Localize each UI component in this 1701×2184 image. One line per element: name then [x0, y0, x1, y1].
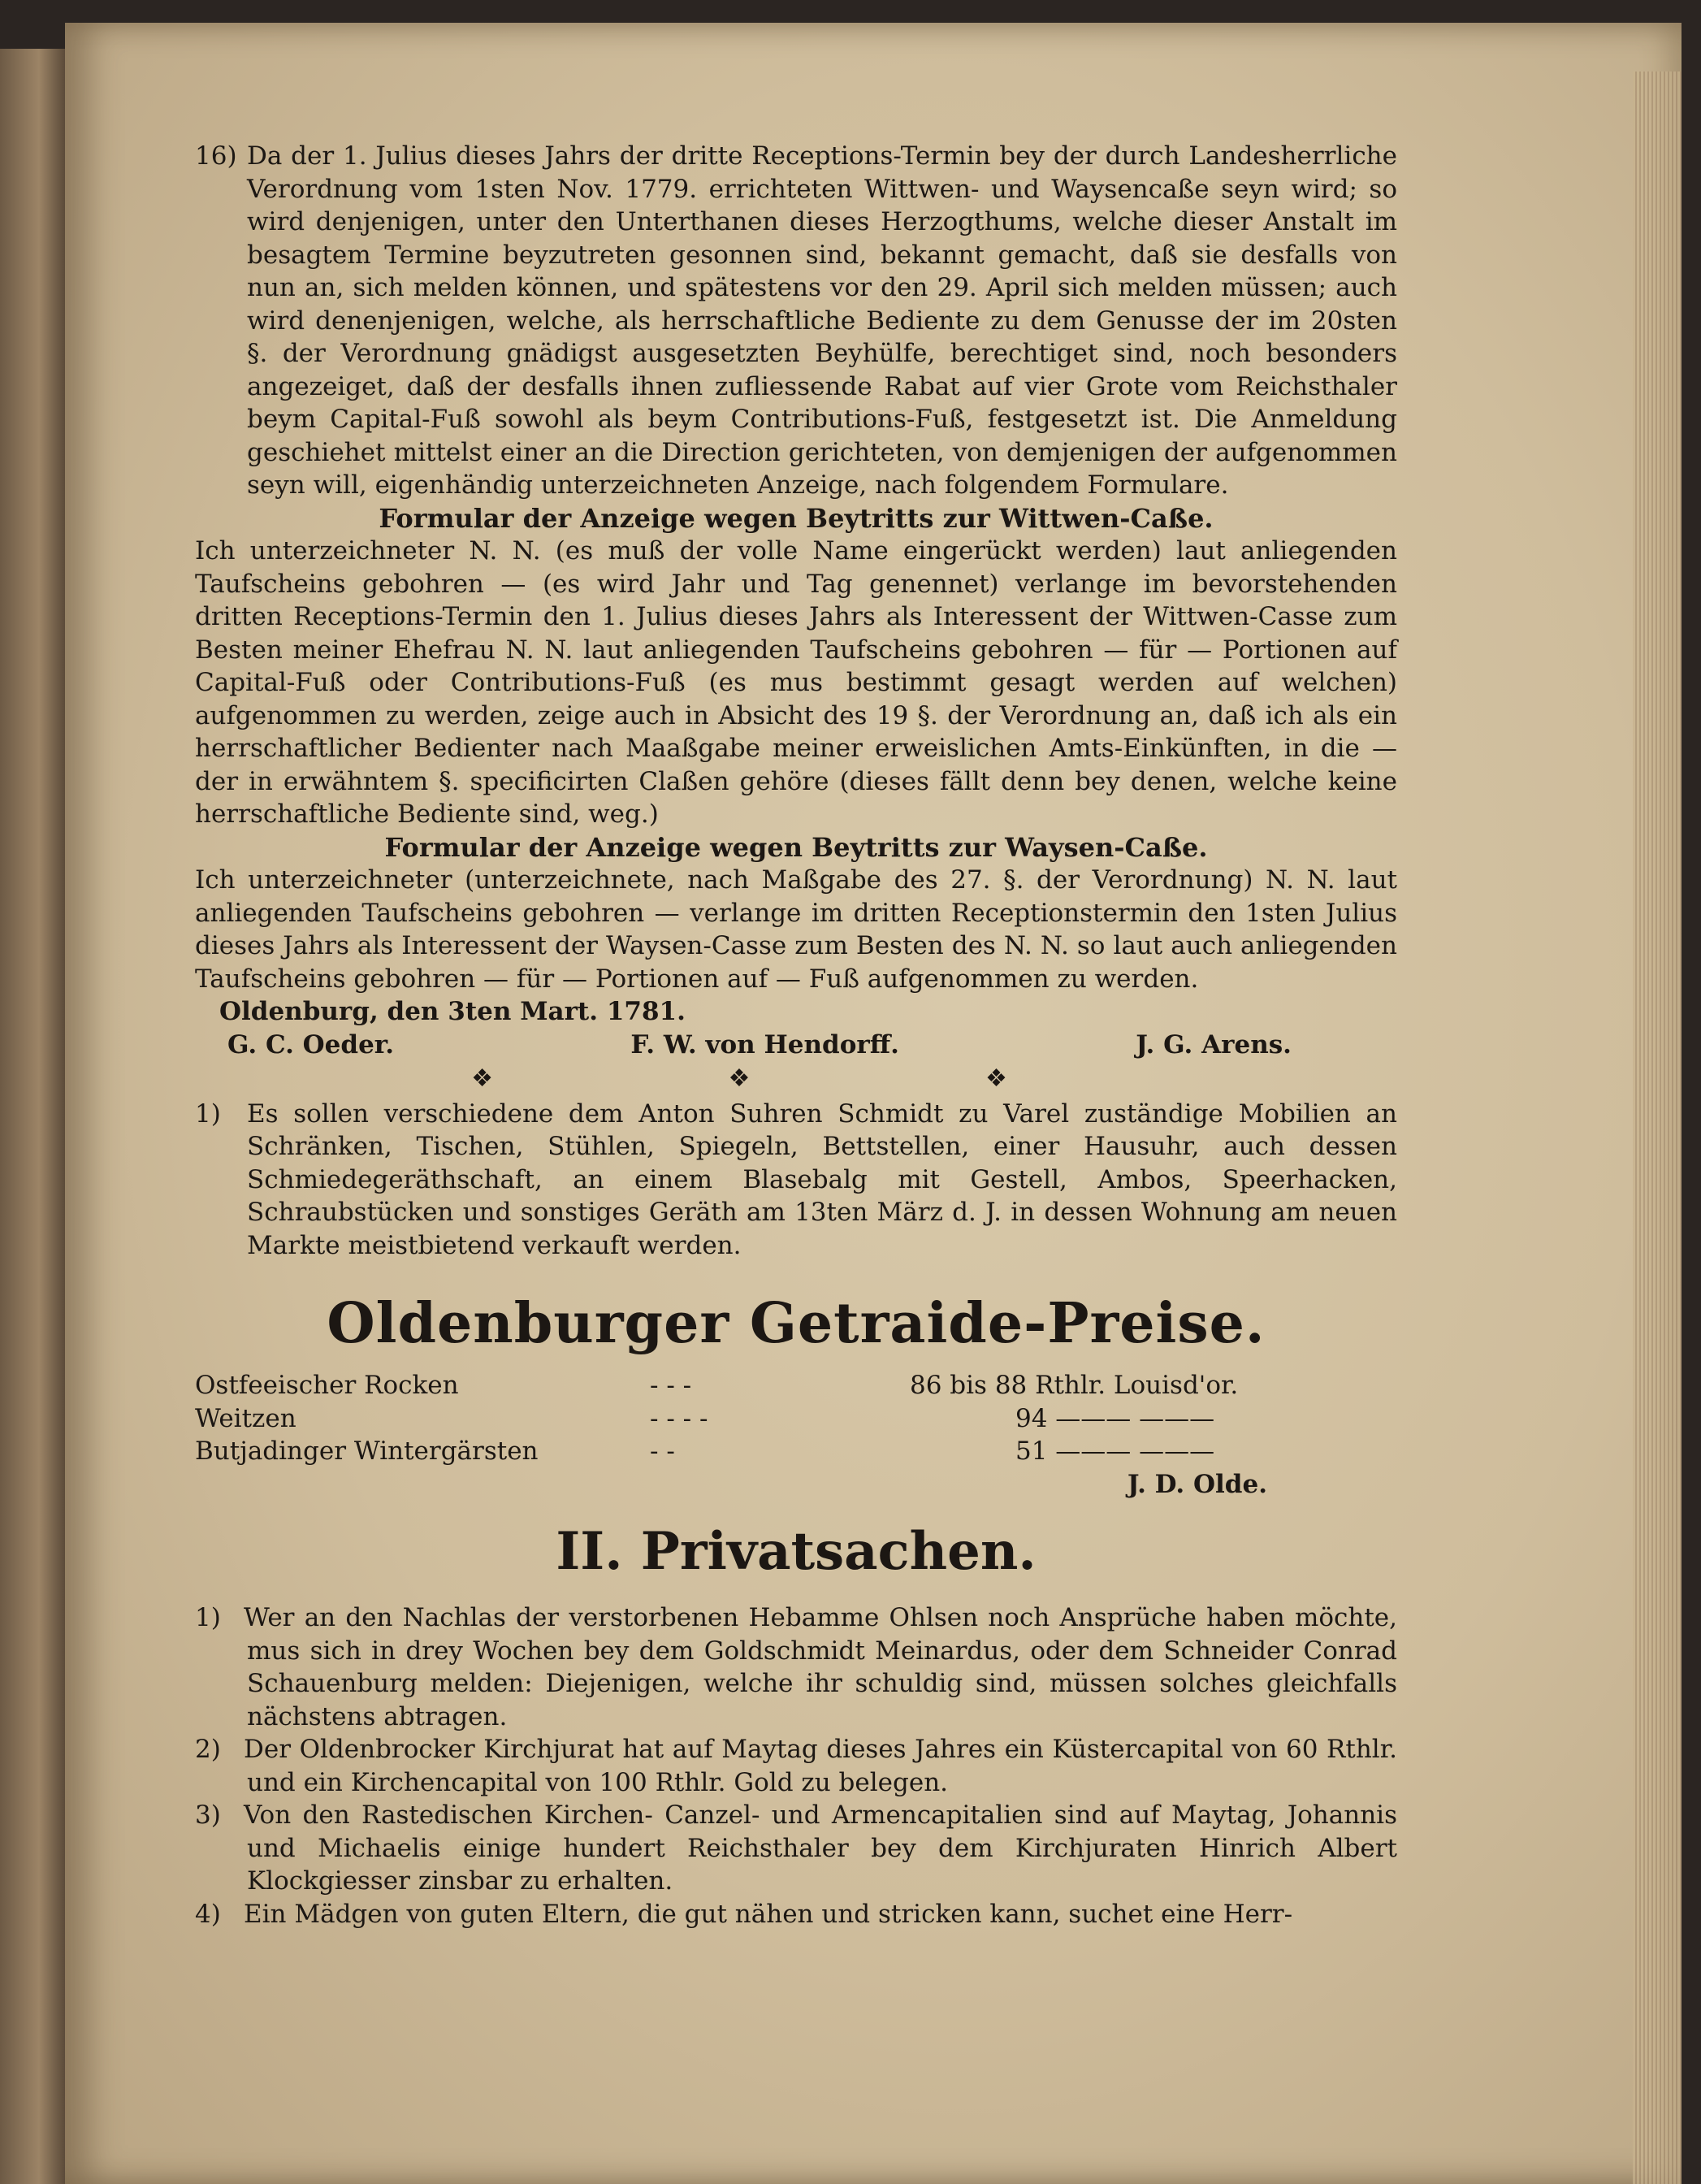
price-dashes: - -	[650, 1436, 675, 1466]
form-orphan-text: Ich unterzeichneter (unterzeichnete, nach Maßgabe des 27. §. der Verordnung) N. N. laut anliegenden Taufscheins gebohren — verlange im dritten Receptionstermin den 1sten Julius dieses Jahrs als Interessent der Waysen-Casse zum Besten des N. N. so laut auch anliegenden Taufscheins gebohren — für — Portionen auf — Fuß aufgenommen zu werden.	[195, 865, 1397, 994]
list-item	[195, 1601, 1397, 1733]
price-value: 94 ——— ———	[1015, 1403, 1215, 1433]
list-item-text: Wer an den Nachlas der verstorbenen Hebamme Ohlsen noch Ansprüche haben möchte, mus sich in drey Wochen bey dem Goldschmidt Meinardus, oder dem Schneider Conrad Schauenburg melden: Diejenigen, welche ihr schuldig sind, müssen solches gleichfalls nächstens abtragen.	[244, 1603, 1397, 1731]
price-dashes: - - -	[650, 1371, 692, 1400]
price-value: 86 bis 88 Rthlr. Louisd'or.	[910, 1371, 1239, 1400]
facing-page-edge	[0, 49, 65, 2184]
price-signature: J. D. Olde.	[1127, 1469, 1267, 1499]
signatory: F. W. von Hendorff.	[630, 1029, 899, 1060]
list-item	[195, 1898, 1397, 1931]
table-row	[195, 1402, 1397, 1436]
ornament-divider: ❖ ❖ ❖	[471, 1064, 1121, 1093]
form-widow-text: Ich unterzeichneter N. N. (es muß der volle Name eingerückt werden) laut anliegenden Taufscheins gebohren — (es wird Jahr und Tag genennet) verlange im bevorstehenden dritten Receptions-Termin den 1. Julius dieses Jahrs als Interessent der Wittwen-Casse zum Besten meiner Ehefrau N. N. laut anliegenden Taufscheins gebohren — für — Portionen auf Capital-Fuß oder Contributions-Fuß (es mus bestimmt gesagt werden auf welchen) aufgenommen zu werden, zeige auch in Absicht des 19 §. der Verordnung an, daß ich als ein herrschaftlicher Bedienter nach Maaßgabe meiner erweislichen Amts-Einkünften, in die — der in erwähntem §. specificirten Claßen gehöre (dieses fällt denn bey denen, welche keine herrschaftliche Bediente sind, weg.)	[195, 536, 1397, 829]
list-item-text: Von den Rastedischen Kirchen- Canzel- und Armencapitalien sind auf Maytag, Johannis und Michaelis einige hundert Reichsthaler bey dem Kirchjuraten Hinrich Albert Klockgiesser zinsbar zu erhalten.	[244, 1800, 1397, 1896]
price-item: Ostfeeischer Rocken	[195, 1371, 459, 1400]
place-date: Oldenburg, den 3ten Mart. 1781.	[219, 997, 686, 1026]
price-dashes: - - - -	[650, 1403, 708, 1433]
form-widow-title: Formular der Anzeige wegen Beytritts zur Wittwen-Caße.	[379, 502, 1214, 534]
paragraph-text: Es sollen verschiedene dem Anton Suhren Schmidt zu Varel zuständige Mobilien an Schränken, Tischen, Stühlen, Spiegeln, Bettstellen, einer Hausuhr, auch dessen Schmiedegeräthschaft, an einem Blasebalg mit Gestell, Ambos, Speerhacken, Schraubstücken und sonstiges Geräth am 13ten März d. J. in dessen Wohnung am neuen Markte meistbietend verkauft werden.	[247, 1098, 1397, 1260]
list-item	[195, 1799, 1397, 1898]
paragraph-text: Da der 1. Julius dieses Jahrs der dritte Receptions-Termin bey der durch Landesherrliche Verordnung vom 1sten Nov. 1779. errichteten Wittwen- und Waysencaße seyn wird; so wird denjenigen, unter den Unterthanen dieses Herzogthums, welche dieser Anstalt im besagtem Termine beyzutreten gesonnen sind, bekannt gemacht, daß sie desfalls von nun an, sich melden können, und spätestens vor den 29. April sich melden müssen; auch wird denenjenigen, welche, als herrschaftliche Bediente zu dem Genusse der im 20sten §. der Verordnung gnädigst ausgesetzten Beyhülfe, berechtiget sind, noch besonders angezeiget, daß der desfalls ihnen zufliessende Rabat auf vier Grote vom Reichsthaler beym Capital-Fuß sowohl als beym Contributions-Fuß, festgesetzt ist. Die Anmeldung geschiehet mittelst einer an die Direction gerichteten, von demjenigen der aufgenommen seyn will, eigenhändig unterzeichneten Anzeige, nach folgendem Formulare.	[247, 141, 1397, 500]
grain-prices-heading: Oldenburger Getraide-Preise.	[327, 1291, 1266, 1356]
price-value: 51 ——— ———	[1015, 1436, 1215, 1466]
signatories	[195, 1029, 1397, 1062]
table-row	[195, 1435, 1397, 1468]
item-number: 16)	[195, 141, 237, 171]
list-item	[195, 1733, 1397, 1799]
item-number: 1)	[195, 1098, 221, 1129]
list-item-text: Ein Mädgen von guten Eltern, die gut nähen und stricken kann, suchet eine Herr-	[244, 1899, 1293, 1929]
grain-price-table	[195, 1369, 1397, 1468]
section-heading: II. Privatsachen.	[556, 1521, 1037, 1582]
price-item: Weitzen	[195, 1403, 296, 1433]
price-item: Butjadinger Wintergärsten	[195, 1436, 539, 1466]
signatory: J. G. Arens.	[1136, 1029, 1292, 1060]
form-orphan-title: Formular der Anzeige wegen Beytritts zur Waysen-Caße.	[384, 831, 1208, 863]
item-number: 4)	[195, 1899, 221, 1929]
item-number: 1)	[195, 1603, 221, 1632]
list-item-text: Der Oldenbrocker Kirchjurat hat auf Maytag dieses Jahres ein Küstercapital von 60 Rthlr. und ein Kirchencapital von 100 Rthlr. Gold zu belegen.	[244, 1735, 1397, 1797]
page-content	[195, 140, 1397, 1930]
page-stack-edge	[1633, 72, 1682, 2184]
table-row	[195, 1369, 1397, 1402]
item-number: 3)	[195, 1800, 221, 1830]
item-number: 2)	[195, 1735, 221, 1764]
paragraph-item-1	[195, 1098, 1397, 1263]
paragraph-item-16	[195, 140, 1397, 502]
signatory: G. C. Oeder.	[227, 1029, 395, 1060]
